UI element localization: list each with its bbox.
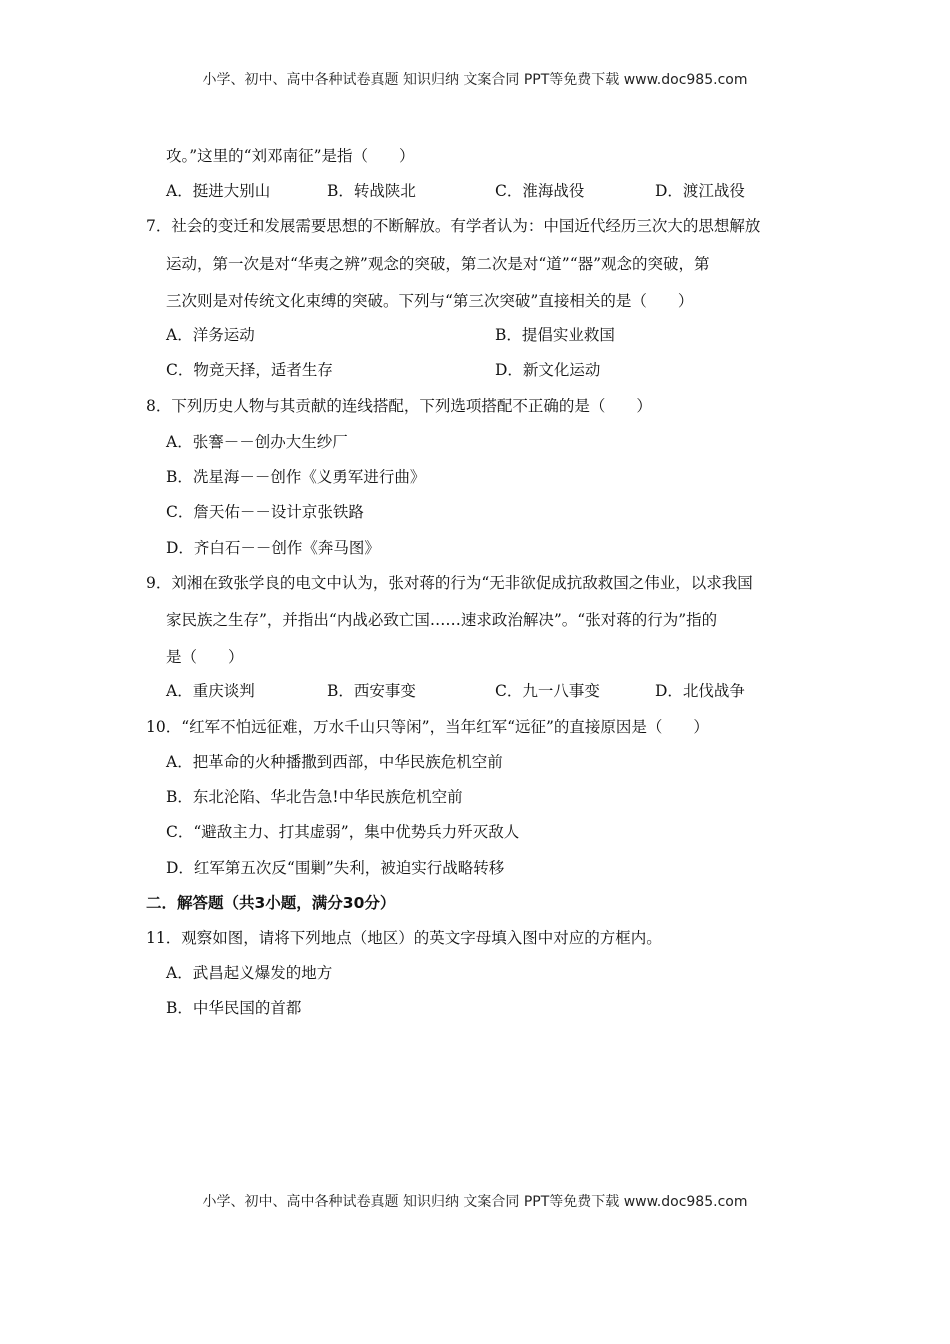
q6-option-b: B．转战陕北 [327,182,416,200]
q9-stem-line-1: 9．刘湘在致张学良的电文中认为，张对蒋的行为“无非欲促成抗敌救国之伟业，以求我国 [146,574,753,592]
q9-option-d: D．北伐战争 [655,682,745,700]
q10-option-b: B．东北沦陷、华北告急!中华民族危机空前 [166,788,463,806]
q9-option-a: A．重庆谈判 [166,682,255,700]
q10-option-a: A．把革命的火种播撒到西部，中华民族危机空前 [166,753,503,771]
q8-option-d: D．齐白石－－创作《奔马图》 [166,539,380,557]
q7-stem-line-3: 三次则是对传统文化束缚的突破。下列与“第三次突破”直接相关的是（ ） [166,292,694,310]
q8-stem: 8．下列历史人物与其贡献的连线搭配，下列选项搭配不正确的是（ ） [146,397,652,415]
q9-option-c: C．九一八事变 [495,682,600,700]
q6-option-a: A．挺进大别山 [166,182,271,200]
q10-option-d: D．红军第五次反“围剿”失利，被迫实行战略转移 [166,859,505,877]
q8-option-a: A．张謇－－创办大生纱厂 [166,433,348,451]
q7-option-d: D．新文化运动 [495,361,601,379]
q7-stem-line-1: 7．社会的变迁和发展需要思想的不断解放。有学者认为：中国近代经历三次大的思想解放 [146,217,761,235]
q9-stem-line-2: 家民族之生存”，并指出“内战必致亡国……速求政治解决”。“张对蒋的行为”指的 [166,611,718,629]
page-header: 小学、初中、高中各种试卷真题 知识归纳 文案合同 PPT等免费下载 www.doc985.com [202,72,748,88]
q9-option-b: B．西安事变 [327,682,416,700]
q7-option-c: C．物竞天择，适者生存 [166,361,333,379]
q6-option-d: D．渡江战役 [655,182,745,200]
q9-stem-line-3: 是（ ） [166,648,244,666]
q7-option-b: B．提倡实业救国 [495,326,615,344]
q10-stem: 10．“红军不怕远征难，万水千山只等闲”，当年红军“远征”的直接原因是（ ） [146,718,709,736]
q6-stem-continuation: 攻。”这里的“刘邓南征”是指（ ） [166,147,415,165]
q7-stem-line-2: 运动，第一次是对“华夷之辨”观念的突破，第二次是对“道”“器”观念的突破，第 [166,255,710,273]
q8-option-b: B．冼星海－－创作《义勇军进行曲》 [166,468,426,486]
q10-option-c: C．“避敌主力、打其虚弱”，集中优势兵力歼灭敌人 [166,823,520,841]
q11-stem: 11．观察如图，请将下列地点（地区）的英文字母填入图中对应的方框内。 [146,929,662,947]
q8-option-c: C．詹天佑－－设计京张铁路 [166,503,364,521]
page-footer: 小学、初中、高中各种试卷真题 知识归纳 文案合同 PPT等免费下载 www.doc985.com [202,1194,748,1210]
q11-option-b: B．中华民国的首都 [166,999,302,1017]
q6-option-c: C．淮海战役 [495,182,585,200]
q7-option-a: A．洋务运动 [166,326,255,344]
section-2-title: 二．解答题（共3小题，满分30分） [146,894,396,912]
q11-option-a: A．武昌起义爆发的地方 [166,964,333,982]
